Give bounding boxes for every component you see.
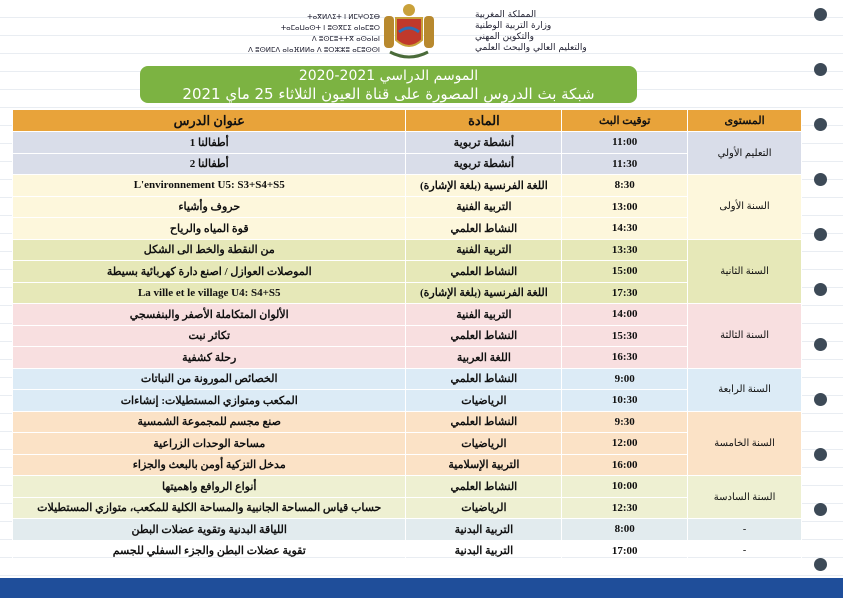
time-cell: 14:00 xyxy=(562,304,688,326)
time-cell: 15:00 xyxy=(562,261,688,283)
binder-hole-icon xyxy=(814,63,827,76)
lesson-title-cell: الموصلات العوازل / اصنع دارة كهربائية بسيطة xyxy=(13,261,406,283)
level-cell: السنة الرابعة xyxy=(688,368,802,411)
time-cell: 14:30 xyxy=(562,218,688,240)
table-row xyxy=(13,411,802,433)
subject-cell: التربية الفنية xyxy=(406,196,562,218)
subject-cell: النشاط العلمي xyxy=(406,325,562,347)
table-row xyxy=(13,497,802,519)
binder-hole-icon xyxy=(814,558,827,571)
tifinagh-line: ⵜⴰⵎⴰⵡⴰⵙⵜ ⵏ ⵓⵙⴳⵎⵉ ⴰⵏⴰⵎⵓⵔ xyxy=(280,24,380,32)
table-row xyxy=(13,433,802,455)
arabic-line: والتعليم العالي والبحث العلمي xyxy=(475,43,587,53)
level-cell: السنة الثالثة xyxy=(688,304,802,369)
level-cell: - xyxy=(688,519,802,541)
subject-cell: النشاط العلمي xyxy=(406,261,562,283)
subject-cell: اللغة الفرنسية (بلغة الإشارة) xyxy=(406,282,562,304)
tifinagh-ministry-name xyxy=(240,12,380,56)
table-header-row xyxy=(13,110,802,132)
subject-cell: التربية الفنية xyxy=(406,239,562,261)
time-cell: 11:00 xyxy=(562,132,688,154)
time-cell: 17:30 xyxy=(562,282,688,304)
subject-cell: النشاط العلمي xyxy=(406,411,562,433)
lesson-title-cell: حروف وأشياء xyxy=(13,196,406,218)
level-cell: السنة الثانية xyxy=(688,239,802,304)
tifinagh-line: ⴷ ⵓⵙⵍⵎⴷ ⴰⵏⴰⴼⵍⵍⴰ ⴷ ⵓⵔⵣⵣⵓ ⴰⵎⵓⵙⵙⵏ xyxy=(248,46,380,54)
level-cell: السنة الأولى xyxy=(688,175,802,240)
lesson-title-cell: مدخل التزكية أومن بالبعث والجزاء xyxy=(13,454,406,476)
time-cell: 16:00 xyxy=(562,454,688,476)
schedule-title: شبكة بث الدروس المصورة على قناة العيون الثلاثاء 25 ماي 2021 xyxy=(182,85,595,103)
binder-hole-icon xyxy=(814,338,827,351)
binder-hole-icon xyxy=(814,448,827,461)
time-cell: 16:30 xyxy=(562,347,688,369)
royal-emblem-icon xyxy=(382,2,436,62)
subject-cell: التربية الفنية xyxy=(406,304,562,326)
arabic-line: والتكوين المهني xyxy=(475,32,534,42)
lesson-title-cell: صنع مجسم للمجموعة الشمسية xyxy=(13,411,406,433)
time-cell: 8:30 xyxy=(562,175,688,197)
table-row xyxy=(13,132,802,154)
subject-cell: أنشطة تربوية xyxy=(406,153,562,175)
level-cell: السنة السادسة xyxy=(688,476,802,519)
lesson-title-cell: المكعب ومتوازي المستطيلات: إنشاءات xyxy=(13,390,406,412)
lesson-title-cell: مساحة الوحدات الزراعية xyxy=(13,433,406,455)
arabic-line: وزارة التربية الوطنية xyxy=(475,21,552,31)
subject-cell: الرياضيات xyxy=(406,433,562,455)
header-level: المستوى xyxy=(688,110,802,132)
level-cell: التعليم الأولي xyxy=(688,132,802,175)
time-cell: 12:00 xyxy=(562,433,688,455)
arabic-line: المملكة المغربية xyxy=(475,10,537,20)
subject-cell: النشاط العلمي xyxy=(406,476,562,498)
subject-cell: الرياضيات xyxy=(406,497,562,519)
subject-cell: التربية البدنية xyxy=(406,519,562,541)
lesson-title-cell: تقوية عضلات البطن والجزء السفلي للجسم xyxy=(13,540,406,562)
table-row xyxy=(13,519,802,541)
time-cell: 13:00 xyxy=(562,196,688,218)
time-cell: 13:30 xyxy=(562,239,688,261)
binder-hole-icon xyxy=(814,173,827,186)
lesson-title-cell: رحلة كشفية xyxy=(13,347,406,369)
time-cell: 9:30 xyxy=(562,411,688,433)
binder-hole-icon xyxy=(814,118,827,131)
table-row xyxy=(13,540,802,562)
binder-hole-icon xyxy=(814,8,827,21)
time-cell: 12:30 xyxy=(562,497,688,519)
subject-cell: أنشطة تربوية xyxy=(406,132,562,154)
time-cell: 15:30 xyxy=(562,325,688,347)
subject-cell: التربية الإسلامية xyxy=(406,454,562,476)
time-cell: 11:30 xyxy=(562,153,688,175)
lesson-title-cell: الألوان المتكاملة الأصفر والبنفسجي xyxy=(13,304,406,326)
table-row xyxy=(13,261,802,283)
table-row xyxy=(13,196,802,218)
ministry-header xyxy=(240,2,640,64)
time-cell: 8:00 xyxy=(562,519,688,541)
lesson-title-cell: من النقطة والخط الى الشكل xyxy=(13,239,406,261)
level-cell: - xyxy=(688,540,802,562)
subject-cell: اللغة الفرنسية (بلغة الإشارة) xyxy=(406,175,562,197)
broadcast-schedule-table xyxy=(12,109,802,562)
binder-hole-icon xyxy=(814,283,827,296)
table-row xyxy=(13,218,802,240)
table-row xyxy=(13,175,802,197)
lesson-title-cell: اللياقة البدنية وتقوية عضلات البطن xyxy=(13,519,406,541)
subject-cell: النشاط العلمي xyxy=(406,218,562,240)
time-cell: 10:00 xyxy=(562,476,688,498)
table-row xyxy=(13,239,802,261)
level-cell: السنة الخامسة xyxy=(688,411,802,476)
table-row xyxy=(13,476,802,498)
time-cell: 10:30 xyxy=(562,390,688,412)
lesson-title-cell: تكاثر نبت xyxy=(13,325,406,347)
table-row xyxy=(13,153,802,175)
table-row xyxy=(13,347,802,369)
arabic-ministry-name xyxy=(475,10,635,54)
lesson-title-cell: الخصائص المورونة من النباتات xyxy=(13,368,406,390)
subject-cell: التربية البدنية xyxy=(406,540,562,562)
footer-bar xyxy=(0,578,843,598)
table-row xyxy=(13,282,802,304)
binder-hole-icon xyxy=(814,393,827,406)
table-row xyxy=(13,368,802,390)
lesson-title-cell: أطفالنا 2 xyxy=(13,153,406,175)
header-subject: المادة xyxy=(406,110,562,132)
subject-cell: اللغة العربية xyxy=(406,347,562,369)
header-title: عنوان الدرس xyxy=(13,110,406,132)
subject-cell: الرياضيات xyxy=(406,390,562,412)
tifinagh-line: ⴷ ⵓⵙⵎⵓⵜⵜⴳ ⴰⵙⴰⵏⴰⵏ xyxy=(311,35,380,43)
subject-cell: النشاط العلمي xyxy=(406,368,562,390)
title-banner xyxy=(140,66,637,103)
header-time: توقيت البث xyxy=(562,110,688,132)
binder-hole-icon xyxy=(814,503,827,516)
table-row xyxy=(13,390,802,412)
school-year: الموسم الدراسي 2021-2020 xyxy=(298,68,479,84)
tifinagh-line: ⵜⴰⴳⵍⴷⵉⵜ ⵏ ⵍⵎⵖⵔⵉⴱ xyxy=(307,13,380,21)
lesson-title-cell: حساب قياس المساحة الجانبية والمساحة الكلية للمكعب، متوازي المستطيلات xyxy=(13,497,406,519)
table-row xyxy=(13,325,802,347)
table-row xyxy=(13,304,802,326)
binder-hole-icon xyxy=(814,228,827,241)
lesson-title-cell: La ville et le village U4: S4+S5 xyxy=(13,282,406,304)
time-cell: 17:00 xyxy=(562,540,688,562)
lesson-title-cell: L'environnement U5: S3+S4+S5 xyxy=(13,175,406,197)
time-cell: 9:00 xyxy=(562,368,688,390)
binder-holes xyxy=(814,8,828,613)
lesson-title-cell: أنواع الروافع واهميتها xyxy=(13,476,406,498)
lesson-title-cell: أطفالنا 1 xyxy=(13,132,406,154)
table-row xyxy=(13,454,802,476)
lesson-title-cell: قوة المياه والرياح xyxy=(13,218,406,240)
